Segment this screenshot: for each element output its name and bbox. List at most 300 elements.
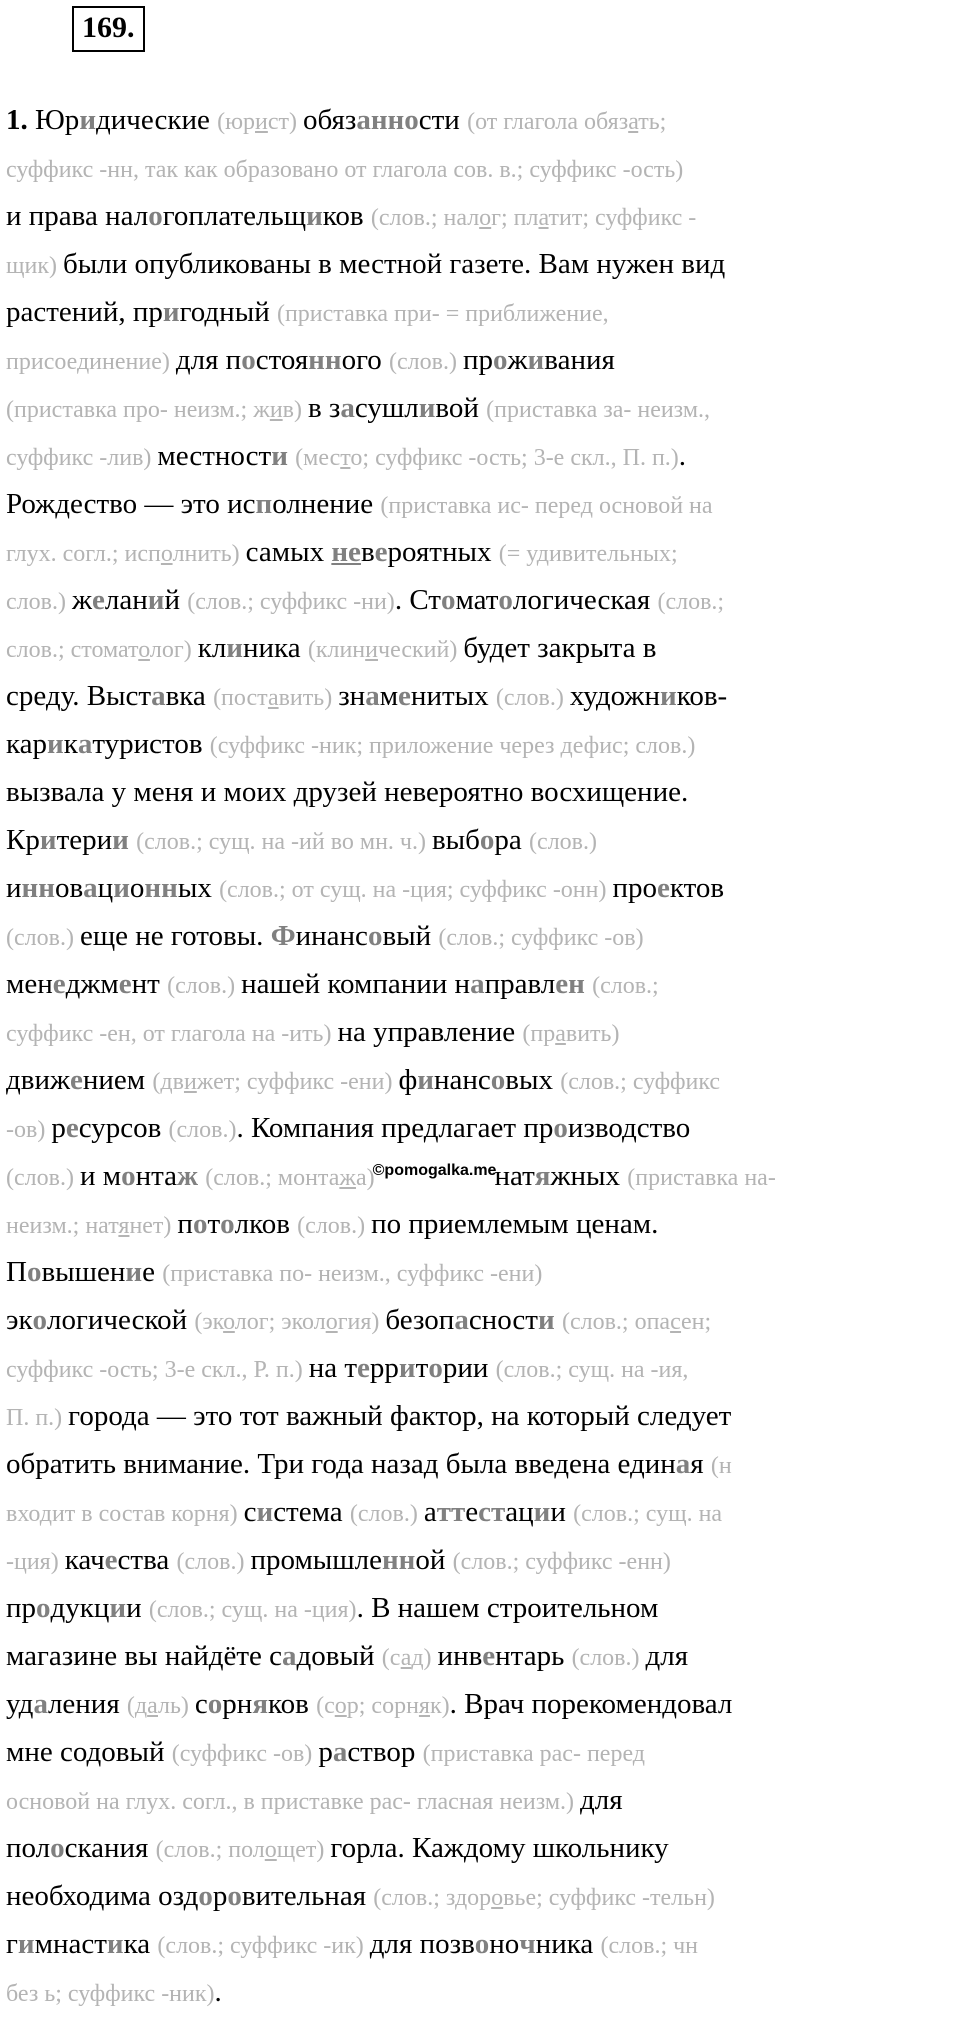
text-line <box>6 1008 954 1056</box>
grammar-note: (приставка при- = приближение, <box>276 301 609 327</box>
grammar-note: (слов.; суффикс -ов) <box>438 925 644 951</box>
word-text: ра <box>494 824 530 856</box>
word-text: вызвала у меня и моих друзей невероятно восхищение. <box>6 776 689 808</box>
word-text: инв <box>437 1640 483 1672</box>
text-line <box>6 432 954 480</box>
highlighted-letter: и <box>109 1592 127 1624</box>
highlighted-letter: о <box>493 344 508 376</box>
word-text: м <box>379 680 399 712</box>
highlighted-letter: и <box>537 1304 555 1336</box>
grammar-note: (мес <box>295 445 341 471</box>
word-text: самых <box>245 536 332 568</box>
grammar-note: нет) <box>129 1213 178 1239</box>
grammar-note: глух. согл.; исп <box>6 541 161 567</box>
grammar-note: (с <box>316 1693 335 1719</box>
word-text: на управление <box>337 1016 523 1048</box>
word-text: о <box>129 872 145 904</box>
grammar-note: вить) <box>565 1021 620 1047</box>
grammar-note: (д <box>126 1693 148 1719</box>
word-text: довый <box>296 1640 382 1672</box>
highlighted-letter: о <box>220 1208 235 1240</box>
grammar-note: (слов.) <box>571 1645 646 1671</box>
highlighted-letter: е <box>357 1352 370 1384</box>
word-text: среду. Выст <box>6 680 152 712</box>
highlighted-letter: о <box>192 1208 208 1240</box>
grammar-note: я <box>418 1693 430 1719</box>
grammar-note: (приставка про- неизм.; ж <box>6 397 270 423</box>
word-text: и <box>550 1496 574 1528</box>
word-text: пр <box>462 344 493 376</box>
word-text: для п <box>175 344 242 376</box>
grammar-note: (слов.; сущ. на -ия, <box>495 1357 689 1383</box>
word-text: вый <box>382 920 439 952</box>
grammar-note: (клин <box>307 637 366 663</box>
highlighted-letter: нн <box>144 872 178 904</box>
text-line <box>6 816 954 864</box>
highlighted-letter: а <box>77 728 93 760</box>
word-text <box>585 968 592 1000</box>
grammar-note: т <box>340 445 351 471</box>
word-text: ков- <box>676 680 728 712</box>
word-text: . Ст <box>394 584 441 616</box>
highlighted-letter: о <box>474 1928 490 1960</box>
grammar-note: (слов.; сущ. на <box>573 1501 723 1527</box>
grammar-note: д) <box>411 1645 438 1671</box>
word-text: для позв <box>369 1928 475 1960</box>
grammar-note: ен; <box>681 1309 712 1335</box>
highlighted-letter: и <box>256 1496 274 1528</box>
word-text: ц <box>97 872 114 904</box>
grammar-note: я <box>118 1213 130 1239</box>
highlighted-letter: и <box>47 728 64 760</box>
word-text: годный <box>179 296 277 328</box>
word-text: города — это тот важный фактор, на который следует <box>68 1400 732 1432</box>
word-text: Кр <box>6 824 40 856</box>
word-text: нием <box>82 1064 153 1096</box>
text-line <box>6 1920 954 1968</box>
grammar-note: (слов.; суффикс -енн) <box>452 1549 671 1575</box>
text-line <box>6 864 954 912</box>
word-text: про <box>612 872 658 904</box>
word-text: и <box>6 872 22 904</box>
word-text: г <box>6 1928 18 1960</box>
word-text: кач <box>64 1544 105 1576</box>
grammar-note: а <box>147 1693 158 1719</box>
word-text: ых <box>177 872 220 904</box>
text-line <box>6 1488 954 1536</box>
grammar-note: (слов.; здор <box>373 1885 492 1911</box>
highlighted-letter: Ф <box>270 920 296 952</box>
text-line <box>6 1152 954 1200</box>
word-text: мнаст <box>34 1928 107 1960</box>
word-text: ства <box>117 1544 177 1576</box>
word-text: туристов <box>92 728 210 760</box>
text-line <box>6 1728 954 1776</box>
word-text: растений, пр <box>6 296 163 328</box>
word-text: ка <box>123 1928 158 1960</box>
highlighted-letter: о <box>26 1256 42 1288</box>
highlighted-letter: о <box>498 584 513 616</box>
grammar-note: (слов.) <box>389 349 463 375</box>
word-text: с <box>243 1496 257 1528</box>
grammar-note: (слов.) <box>297 1213 372 1239</box>
highlighted-letter: и <box>527 344 545 376</box>
item-number: 1. <box>6 104 35 136</box>
highlighted-letter: нн <box>21 872 55 904</box>
grammar-note: о <box>223 1309 235 1335</box>
word-text: нанс <box>311 920 368 952</box>
highlighted-letter: и <box>39 824 57 856</box>
word-text: мен <box>6 968 53 1000</box>
grammar-note: (юр <box>217 109 256 135</box>
grammar-note: а <box>538 205 549 231</box>
grammar-note: входит в состав корня) <box>6 1501 244 1527</box>
word-text: ой <box>415 1544 453 1576</box>
grammar-note: (слов.) <box>167 973 242 999</box>
grammar-note: в) <box>282 397 308 423</box>
grammar-note: и <box>183 1069 197 1095</box>
word-text: по приемлемым ценам. <box>371 1208 659 1240</box>
highlighted-letter: ен <box>555 968 585 1000</box>
grammar-note: (слов.; монта <box>205 1165 340 1191</box>
grammar-note: (пр <box>522 1021 556 1047</box>
highlighted-letter: а <box>340 392 355 424</box>
highlighted-letter: а <box>151 680 166 712</box>
watermark: ©pomogalka.me <box>372 1162 497 1179</box>
highlighted-letter: о <box>148 200 163 232</box>
highlighted-letter: а <box>470 968 485 1000</box>
word-text: ац <box>505 1496 534 1528</box>
highlighted-letter: и <box>125 1256 143 1288</box>
word-text: п <box>177 1208 193 1240</box>
grammar-note: (приставка за- неизм., <box>486 397 711 423</box>
word-text: ника <box>243 632 308 664</box>
word-text: . <box>214 1976 222 2008</box>
highlighted-letter: не <box>331 536 361 568</box>
word-text: ов <box>54 872 84 904</box>
text-line <box>6 336 954 384</box>
highlighted-letter: о <box>32 1304 48 1336</box>
text-line <box>6 1392 954 1440</box>
highlighted-letter: а <box>282 1640 297 1672</box>
exercise-text <box>6 96 954 2016</box>
highlighted-letter: и <box>271 440 288 472</box>
word-text: и <box>126 1592 149 1624</box>
grammar-note: и <box>255 109 268 135</box>
word-text: местност <box>157 440 272 472</box>
grammar-note: (слов.; суффикс <box>560 1069 721 1095</box>
word-text: Юр <box>35 104 80 136</box>
grammar-note: с <box>670 1309 682 1335</box>
word-text: эк <box>6 1304 33 1336</box>
grammar-note: слов.; стомат <box>6 637 139 663</box>
highlighted-letter: а <box>365 680 380 712</box>
word-text: олнение <box>272 488 381 520</box>
word-text: нат <box>494 1160 535 1192</box>
highlighted-letter: е <box>52 968 66 1000</box>
word-text: рии <box>442 1352 496 1384</box>
grammar-note: тит; суффикс - <box>548 205 697 231</box>
word-text: промышле <box>250 1544 382 1576</box>
word-text: магазине вы найдёте с <box>6 1640 283 1672</box>
word-text: безоп <box>385 1304 455 1336</box>
grammar-note: щет) <box>276 1837 331 1863</box>
grammar-note: о <box>334 1693 347 1719</box>
word-text: вышен <box>41 1256 126 1288</box>
word-text: обяз <box>303 104 357 136</box>
highlighted-letter: о <box>50 1832 65 1864</box>
grammar-note: (слов.; опа <box>561 1309 671 1335</box>
grammar-note: ст) <box>267 109 303 135</box>
word-text: сност <box>468 1304 538 1336</box>
word-text: еще не готовы. <box>79 920 271 952</box>
word-text: логическая <box>512 584 658 616</box>
highlighted-letter: о <box>241 344 256 376</box>
text-line <box>6 576 954 624</box>
word-text: в <box>360 536 375 568</box>
grammar-note: о; суффикс -ость; 3-е скл., П. п.) <box>350 445 679 471</box>
grammar-note: р; сорн <box>346 1693 419 1719</box>
grammar-note: суффикс -ен, от глагола на -ить) <box>6 1021 338 1047</box>
word-text: и <box>295 920 312 952</box>
word-text: сушл <box>354 392 419 424</box>
grammar-note: (слов.; чн <box>600 1933 699 1959</box>
highlighted-letter: а <box>675 1448 691 1480</box>
word-text: жных <box>550 1160 628 1192</box>
text-line <box>6 960 954 1008</box>
highlighted-letter: о <box>207 1688 223 1720</box>
highlighted-letter: е <box>482 1640 496 1672</box>
grammar-note: (от глагола обяз <box>467 109 629 135</box>
word-text: в з <box>307 392 341 424</box>
word-text: ж <box>507 344 528 376</box>
grammar-note: жет; суффикс -ени) <box>196 1069 399 1095</box>
grammar-note: а <box>400 1645 412 1671</box>
highlighted-letter: нн <box>308 344 342 376</box>
highlighted-letter: о <box>198 1880 213 1912</box>
grammar-note: вить) <box>278 685 339 711</box>
word-text: нт <box>131 968 168 1000</box>
grammar-note: (слов.) <box>529 829 597 855</box>
grammar-note: (слов.; сущ. на -ция) <box>148 1597 357 1623</box>
grammar-note: ческий) <box>378 637 464 663</box>
word-text: нашей компании н <box>241 968 471 1000</box>
highlighted-letter: е <box>65 1112 79 1144</box>
text-line <box>6 1056 954 1104</box>
text-line <box>6 1968 954 2016</box>
word-text: вка <box>165 680 214 712</box>
grammar-note: (слов.) <box>6 1165 80 1191</box>
text-line <box>6 1536 954 1584</box>
word-text: нтарь <box>495 1640 572 1672</box>
word-text: вой <box>435 392 487 424</box>
text-line <box>6 672 954 720</box>
word-text: створ <box>347 1736 423 1768</box>
highlighted-letter: я <box>252 1688 269 1720</box>
grammar-note: лог) <box>149 637 198 663</box>
word-text: нитых <box>410 680 496 712</box>
highlighted-letter: ж <box>177 1160 199 1192</box>
word-text: уд <box>6 1688 34 1720</box>
grammar-note: о <box>264 1837 277 1863</box>
grammar-note: (приставка рас- перед <box>422 1741 645 1767</box>
grammar-note: а <box>267 685 279 711</box>
word-text: джм <box>65 968 119 1000</box>
text-line <box>6 288 954 336</box>
highlighted-letter: и <box>226 632 244 664</box>
highlighted-letter: о <box>490 1064 506 1096</box>
highlighted-letter: о <box>367 920 383 952</box>
text-line <box>6 1104 954 1152</box>
word-text: . В нашем строительном <box>356 1592 659 1624</box>
word-text: ф <box>398 1064 418 1096</box>
word-text: нанс <box>433 1064 491 1096</box>
highlighted-letter: тт <box>436 1496 466 1528</box>
text-line <box>6 480 954 528</box>
word-text: ж <box>71 584 92 616</box>
grammar-note: о <box>491 1885 504 1911</box>
word-text: лков <box>234 1208 298 1240</box>
word-text: р <box>212 1880 228 1912</box>
text-line <box>6 1632 954 1680</box>
highlighted-letter: о <box>227 1880 242 1912</box>
word-text: е <box>465 1496 479 1528</box>
word-text: т <box>207 1208 221 1240</box>
word-text: мат <box>455 584 499 616</box>
word-text: вых <box>505 1064 561 1096</box>
word-text: кар <box>6 728 48 760</box>
text-line <box>6 1200 954 1248</box>
word-text: кл <box>197 632 227 664</box>
text-line <box>6 624 954 672</box>
highlighted-letter: и <box>162 296 180 328</box>
word-text: гоплательщ <box>162 200 307 232</box>
word-text: для <box>580 1784 623 1816</box>
highlighted-letter: е <box>374 536 388 568</box>
grammar-note: (слов.) <box>176 1549 251 1575</box>
grammar-note: (приставка на- <box>627 1165 776 1191</box>
word-text: лан <box>104 584 148 616</box>
grammar-note: ж <box>339 1165 356 1191</box>
word-text: вания <box>544 344 615 376</box>
highlighted-letter: и <box>112 824 129 856</box>
grammar-note: и <box>269 397 283 423</box>
highlighted-letter: ст <box>478 1496 506 1528</box>
grammar-note: (слов.; от сущ. на -ция; суффикс -онн) <box>219 877 613 903</box>
grammar-note: о <box>160 541 173 567</box>
grammar-note: неизм.; нат <box>6 1213 119 1239</box>
highlighted-letter: и <box>106 1928 124 1960</box>
word-text: художн <box>569 680 660 712</box>
word-text: стоя <box>255 344 309 376</box>
text-line <box>6 192 954 240</box>
word-text: ления <box>47 1688 127 1720</box>
word-text: горла. Каждому школьнику <box>330 1832 669 1864</box>
word-text: е <box>142 1256 163 1288</box>
word-text: изводство <box>567 1112 691 1144</box>
word-text: ника <box>535 1928 601 1960</box>
highlighted-letter: и <box>660 680 677 712</box>
word-text: дукц <box>50 1592 110 1624</box>
highlighted-letter: и <box>306 200 323 232</box>
highlighted-letter: а <box>83 872 98 904</box>
text-line <box>6 144 954 192</box>
text-line <box>6 384 954 432</box>
grammar-note: о <box>479 205 492 231</box>
text-line <box>6 1824 954 1872</box>
grammar-note: а <box>628 109 639 135</box>
text-line <box>6 720 954 768</box>
word-text: й <box>164 584 188 616</box>
highlighted-letter: е <box>104 1544 118 1576</box>
grammar-note: о <box>138 637 150 663</box>
highlighted-letter: о <box>428 1352 443 1384</box>
word-text: роятных <box>387 536 499 568</box>
text-line <box>6 1344 954 1392</box>
word-text: ого <box>341 344 390 376</box>
highlighted-letter: о <box>479 824 495 856</box>
word-text: к <box>63 728 78 760</box>
word-text: Рождество — это ис <box>6 488 256 520</box>
word-text: скания <box>64 1832 156 1864</box>
word-text <box>555 1304 562 1336</box>
word-text: и м <box>79 1160 122 1192</box>
word-text: выб <box>431 824 480 856</box>
task-number: 169. <box>72 6 145 52</box>
word-text: зн <box>338 680 366 712</box>
grammar-note: (слов.; <box>592 973 659 999</box>
word-text: пр <box>6 1592 37 1624</box>
highlighted-letter: нн <box>381 1544 416 1576</box>
grammar-note: -ов) <box>6 1117 52 1143</box>
grammar-note: (эк <box>194 1309 224 1335</box>
text-line <box>6 1776 954 1824</box>
word-text: рн <box>222 1688 253 1720</box>
text-line <box>6 240 954 288</box>
grammar-note: (суффикс -ов) <box>171 1741 319 1767</box>
grammar-note: (н <box>710 1453 732 1479</box>
grammar-note: (слов.; суффикс -ни) <box>187 589 395 615</box>
highlighted-letter: ч <box>519 1928 536 1960</box>
text-line <box>6 1248 954 1296</box>
word-text: логической <box>47 1304 195 1336</box>
grammar-note: о <box>325 1309 338 1335</box>
word-text: р <box>318 1736 333 1768</box>
highlighted-letter: е <box>398 680 411 712</box>
word-text: сти <box>418 104 468 136</box>
highlighted-letter: е <box>70 1064 83 1096</box>
grammar-note: вье; суффикс -тельн) <box>503 1885 715 1911</box>
grammar-note: (с <box>381 1645 401 1671</box>
word-text: . <box>678 440 687 472</box>
word-text: а <box>423 1496 437 1528</box>
word-text: движ <box>6 1064 71 1096</box>
highlighted-letter: и <box>533 1496 551 1528</box>
highlighted-letter: и <box>398 1352 416 1384</box>
highlighted-letter: а <box>332 1736 348 1768</box>
text-line <box>6 912 954 960</box>
highlighted-letter: и <box>417 1064 434 1096</box>
text-line <box>6 1680 954 1728</box>
text-line <box>6 528 954 576</box>
highlighted-letter: и <box>418 392 436 424</box>
grammar-note: (суффикс -ник; приложение через дефис; слов.) <box>209 733 696 759</box>
grammar-note: (слов.; суффикс -ик) <box>157 1933 370 1959</box>
grammar-note: суффикс -нн, так как образовано от глагола сов. в.; суффикс -ость) <box>6 157 684 183</box>
grammar-note: слов.) <box>6 589 72 615</box>
grammar-note: (приставка по- неизм., суффикс -ени) <box>162 1261 543 1287</box>
word-text: . Врач порекомендовал <box>449 1688 733 1720</box>
